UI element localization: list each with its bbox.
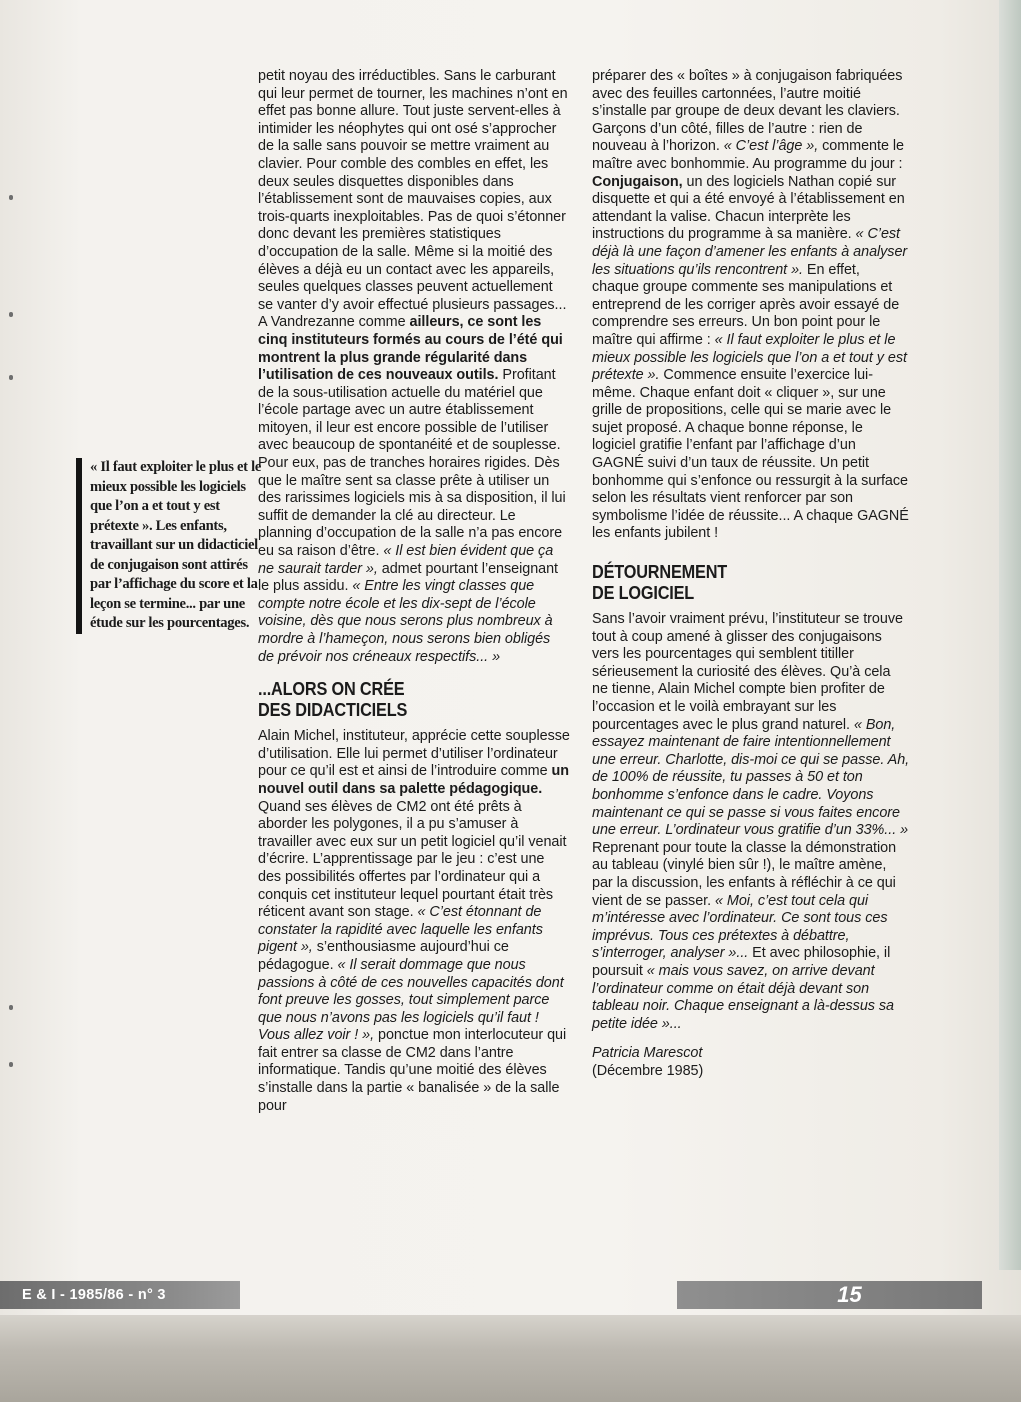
- quote-text: « Bon, essayez maintenant de faire intentionnellement une erreur. Charlotte, dis-moi ce qui se passe. Ah, de 100% de réussite, tu passes à 50 et ton bonhomme s’enfonce dans le cadre. Voyons maintenant ce qui se passe si vous faites encore une erreur. L’ordinateur vous gratifie d’un 33%... »: [592, 716, 910, 839]
- body-text: Profitant de la sous-utilisation actuelle du matériel que l’école partage avec un autre établissement mitoyen, il leur est encore possible de l’utiliser avec beaucoup de spontanéité et de souplesse. Pour eux, pas de tranches horaires rigides. Dès que le maître sent sa classe prête à utiliser un des rarissimes logiciels mis à sa disposition, il lui suffit de demander la clé au directeur. Le planning d’occupation de la salle n’a pas encore eu sa raison d’être.: [258, 367, 566, 560]
- body-text: commente le maître avec bonhommie. Au programme du jour :: [592, 138, 904, 172]
- page-number-bar: [677, 1281, 982, 1309]
- body-text: petit noyau des irréductibles. Sans le carburant qui leur permet de tourner, les machines n’ont en effet pas bonne allure. Tout juste servent-elles à intimider les néophytes qui ont osé s’approcher de la salle sans pouvoir se mettre vraiment au clavier. Pour comble des combles en effet, les deux seules disquettes disponibles dans l’établissement sont de mauvaises copies, aux trois-quarts inexploitables. Pas de quoi s’étonner donc devant les premières statistiques d’occupation de la salle. Même si la moitié des élèves a déjà eu un contact avec les appareils, seules quelques classes peuvent actuellement se vanter d’y avoir effectué plusieurs passages... A Vandrezanne comme: [258, 68, 568, 331]
- emphasis-text: Conjugaison,: [592, 173, 683, 190]
- body-text: Commence ensuite l’exercice lui-même. Chaque enfant doit « cliquer », sur une grille de propositions, celle qui se marie avec le sujet proposé. A chaque bonne réponse, le logiciel gratifie l’enfant par l’affichage d’un GAGNÉ suivi d’un taux de réussite. Un petit bonhomme qui s’enfonce ou ressurgit à la surface selon les résultats vient renforcer par son symbolisme l’idée de réussite... A chaque GAGNÉ les enfants jubilent !: [592, 367, 909, 542]
- body-text: Alain Michel, instituteur, apprécie cette souplesse d’utilisation. Elle lui permet d’utiliser l’ordinateur pour ce qu’il est et ainsi de l’introduire comme: [258, 728, 570, 780]
- body-text: ponctue mon interlocuteur qui fait entrer sa classe de CM2 dans l’antre informatique. Tandis qu’une moitié des élèves s’installe dans la partie « banalisée » de la salle pour: [258, 1027, 567, 1114]
- body-text: un des logiciels Nathan copié sur disquette et qui a été envoyé à l’établissement en attendant la valise. Chacun interprète les instructions du programme à sa manière.: [592, 173, 905, 243]
- emphasis-text: un nouvel outil dans sa palette pédagogique.: [258, 763, 569, 797]
- body-text: En effet, chaque groupe commente ses manipulations et entreprend de les corriger après avoir essayé de comprendre ses erreurs. Un bon point pour le maître qui affirme :: [592, 261, 900, 348]
- section-heading: [258, 678, 533, 720]
- section-heading: [592, 561, 872, 603]
- article-column-2: [592, 68, 910, 1080]
- author-name: Patricia Marescot: [592, 1045, 703, 1062]
- body-text: Reprenant pour toute la classe la démonstration au tableau (vinylé bien sûr !), le maître amène, par la discussion, les enfants à réfléchir à ce qui vient de se passer.: [592, 839, 897, 909]
- pull-quote: [76, 458, 262, 634]
- article-date: (Décembre 1985): [592, 1062, 704, 1079]
- page-edge: [999, 0, 1021, 1270]
- quote-text: « Il faut exploiter le plus et le mieux possible les logiciels que l’on a et tout y est prétexte ».: [592, 331, 907, 384]
- binding-mark: [9, 1005, 13, 1010]
- quote-text: « C’est étonnant de constater la rapidité avec laquelle les enfants pigent »,: [258, 904, 543, 956]
- binding-mark: [9, 375, 13, 380]
- scan-shadow: [0, 1315, 1021, 1402]
- binding-mark: [9, 195, 13, 200]
- body-text: Sans l’avoir vraiment prévu, l’instituteur se trouve tout à coup amené à glisser des conjugaisons vers les pourcentages qui semblent titiller sérieusement la curiosité des élèves. Qu’à cela ne tienne, Alain Michel compte bien profiter de l’occasion et le voilà embrayant sur les pourcentages avec le plus grand naturel.: [592, 611, 903, 733]
- paragraph: [592, 611, 910, 1033]
- page-number: 15: [837, 1282, 862, 1307]
- binding-mark: [9, 312, 13, 317]
- issue-bar: [0, 1281, 240, 1309]
- section-heading-line: DÉTOURNEMENT: [592, 561, 728, 583]
- body-text: Et avec philosophie, il poursuit: [592, 945, 891, 979]
- section-heading-line: DE LOGICIEL: [592, 582, 695, 604]
- issue-label: E & I - 1985/86 - n° 3: [22, 1287, 166, 1303]
- signature: [592, 1045, 910, 1080]
- quote-text: « Il est bien évident que ça ne saurait tarder »,: [258, 543, 554, 577]
- body-text: préparer des « boîtes » à conjugaison fabriquées avec des feuilles cartonnées, l’autre moitié s’installe par groupe de deux devant les claviers. Garçons d’un côté, filles de l’autre : rien de nouveau à l’horizon.: [592, 68, 903, 155]
- quote-text: « mais vous savez, on arrive devant l’ordinateur comme on était déjà devant son tableau noir. Chaque enseignant a là-dessus sa petite idée »...: [592, 962, 894, 1032]
- quote-text: « C’est l’âge »,: [723, 138, 819, 155]
- paragraph: [258, 728, 570, 1115]
- body-text: s’enthousiasme aujourd’hui ce pédagogue.: [258, 939, 509, 973]
- binding-mark: [9, 1062, 13, 1067]
- body-text: Quand ses élèves de CM2 ont été prêts à aborder les polygones, il a pu s’amuser à travailler avec eux sur un petit logiciel qu’il venait d’écrire. L’apprentissage par le jeu : c’est une des possibilités offertes par l’ordinateur qui a conquis cet instituteur lequel pourtant était très réticent avant son stage.: [258, 798, 567, 921]
- quote-text: « C’est déjà là une façon d’amener les enfants à analyser les situations qu’ils rencontrent ».: [592, 226, 908, 278]
- emphasis-text: ailleurs, ce sont les cinq instituteurs formés au cours de l’été qui montrent la plus grande régularité dans l’utilisation de ces nouveaux outils.: [258, 314, 563, 384]
- quote-text: « Moi, c’est tout cela qui m’intéresse avec l’ordinateur. Ce sont tous ces imprévus. Tous ces prétextes à débattre, s’interroger, analyser »...: [592, 892, 888, 962]
- article-column-1: [258, 68, 570, 1115]
- pull-quote-text: « Il faut exploiter le plus et le mieux possible les logiciels que l’on a et tout y est prétexte ». Les enfants, travaillant sur un didacticiel de conjugaison sont attirés par l’affichage du score et la leçon se termine... par une étude sur les pourcentages.: [90, 459, 262, 631]
- body-text: admet pourtant l’enseignant le plus assidu.: [258, 560, 559, 595]
- section-heading-line: ...ALORS ON CRÉE: [258, 678, 405, 700]
- paragraph: [258, 68, 570, 666]
- quote-text: « Il serait dommage que nous passions à côté de ces nouvelles capacités dont font preuve les gosses, tout simplement parce que nous n’avons pas les logiciels qu’il faut ! Vous allez voir ! »,: [258, 956, 564, 1044]
- paragraph: [592, 68, 910, 543]
- quote-text: « Entre les vingt classes que compte notre école et les dix-sept de l’école voisine, dès que nous serons plus nombreux à mordre à l’hameçon, nous serons bien obligés de prévoir nos créneaux respectifs... »: [258, 578, 553, 665]
- section-heading-line: DES DIDACTICIELS: [258, 699, 408, 721]
